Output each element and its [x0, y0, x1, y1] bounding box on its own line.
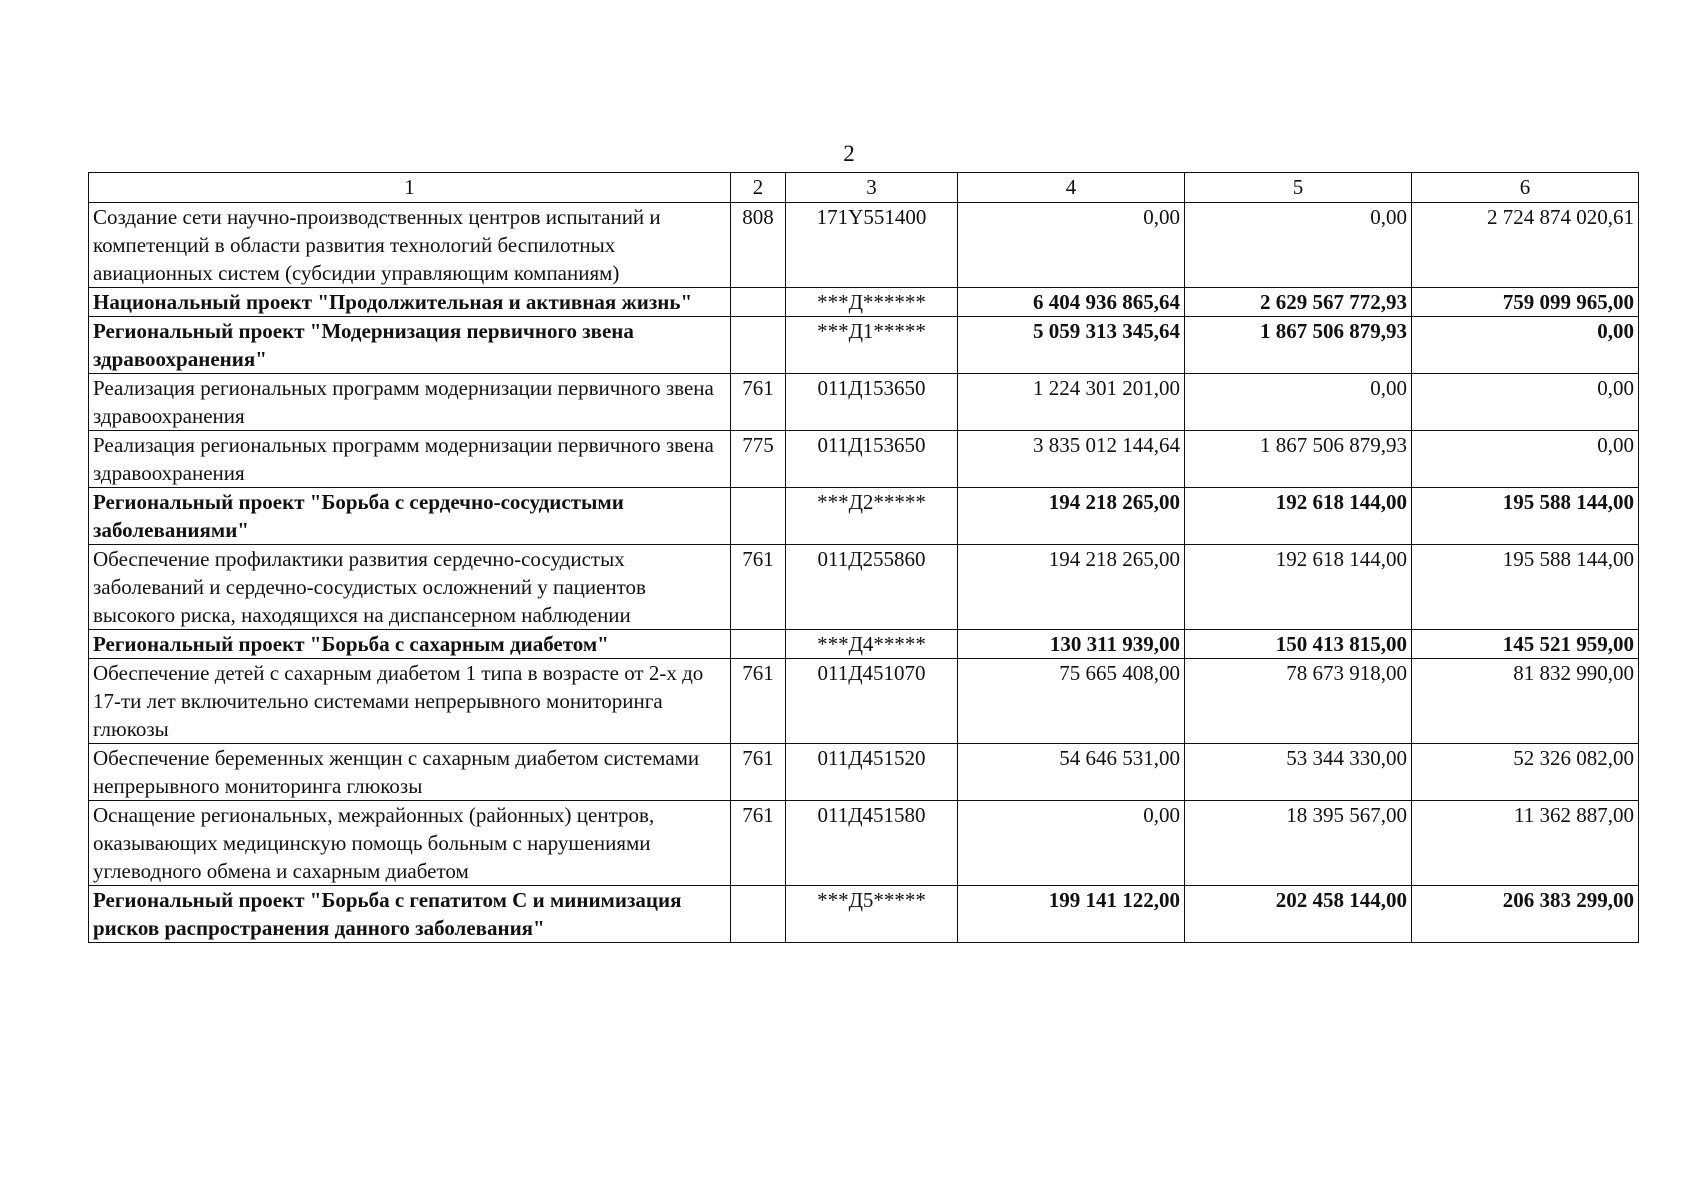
row-code: ***Д1***** — [786, 317, 958, 374]
row-code: 011Д153650 — [786, 374, 958, 431]
row-code: ***Д****** — [786, 288, 958, 317]
row-name: Обеспечение детей с сахарным диабетом 1 типа в возрасте от 2-х до 17-ти лет включительно системами непрерывного мониторинга глюкозы — [89, 659, 731, 744]
row-value-5: 192 618 144,00 — [1185, 545, 1412, 630]
row-grbs: 761 — [731, 744, 786, 801]
row-value-5: 202 458 144,00 — [1185, 886, 1412, 943]
row-value-6: 0,00 — [1412, 374, 1639, 431]
row-value-4: 0,00 — [958, 801, 1185, 886]
row-value-5: 18 395 567,00 — [1185, 801, 1412, 886]
row-code: 011Д451520 — [786, 744, 958, 801]
row-value-5: 53 344 330,00 — [1185, 744, 1412, 801]
row-value-6: 2 724 874 020,61 — [1412, 203, 1639, 288]
row-value-5: 78 673 918,00 — [1185, 659, 1412, 744]
row-code: ***Д5***** — [786, 886, 958, 943]
table-row — [89, 630, 1639, 659]
row-grbs — [731, 886, 786, 943]
row-value-6: 195 588 144,00 — [1412, 545, 1639, 630]
table-row — [89, 288, 1639, 317]
row-value-4: 130 311 939,00 — [958, 630, 1185, 659]
row-grbs: 761 — [731, 545, 786, 630]
row-code: ***Д2***** — [786, 488, 958, 545]
row-grbs: 761 — [731, 801, 786, 886]
row-code: 011Д153650 — [786, 431, 958, 488]
header-cell: 6 — [1412, 173, 1639, 203]
header-cell: 5 — [1185, 173, 1412, 203]
row-value-4: 1 224 301 201,00 — [958, 374, 1185, 431]
table-row — [89, 317, 1639, 374]
row-value-5: 0,00 — [1185, 203, 1412, 288]
row-name: Обеспечение беременных женщин с сахарным диабетом системами непрерывного мониторинга глюкозы — [89, 744, 731, 801]
row-code: 011Д451580 — [786, 801, 958, 886]
row-name: Национальный проект "Продолжительная и активная жизнь" — [89, 288, 731, 317]
row-value-4: 0,00 — [958, 203, 1185, 288]
row-name: Реализация региональных программ модернизации первичного звена здравоохранения — [89, 431, 731, 488]
row-value-4: 194 218 265,00 — [958, 488, 1185, 545]
row-value-5: 1 867 506 879,93 — [1185, 431, 1412, 488]
header-cell: 1 — [89, 173, 731, 203]
row-value-6: 145 521 959,00 — [1412, 630, 1639, 659]
row-value-5: 2 629 567 772,93 — [1185, 288, 1412, 317]
row-value-5: 192 618 144,00 — [1185, 488, 1412, 545]
row-value-6: 81 832 990,00 — [1412, 659, 1639, 744]
table-row — [89, 545, 1639, 630]
row-value-6: 0,00 — [1412, 431, 1639, 488]
row-value-6: 52 326 082,00 — [1412, 744, 1639, 801]
row-name: Оснащение региональных, межрайонных (районных) центров, оказывающих медицинскую помощь больным с нарушениями углеводного обмена и сахарным диабетом — [89, 801, 731, 886]
header-row — [89, 173, 1639, 203]
header-cell: 3 — [786, 173, 958, 203]
table-row — [89, 744, 1639, 801]
row-value-4: 6 404 936 865,64 — [958, 288, 1185, 317]
row-grbs — [731, 630, 786, 659]
row-value-4: 5 059 313 345,64 — [958, 317, 1185, 374]
row-code: 011Д255860 — [786, 545, 958, 630]
row-grbs: 761 — [731, 659, 786, 744]
row-grbs — [731, 317, 786, 374]
row-name: Создание сети научно-производственных центров испытаний и компетенций в области развития технологий беспилотных авиационных систем (субсидии управляющим компаниям) — [89, 203, 731, 288]
row-name: Региональный проект "Борьба с гепатитом С и минимизация рисков распространения данного заболевания" — [89, 886, 731, 943]
row-name: Региональный проект "Борьба с сахарным диабетом" — [89, 630, 731, 659]
row-grbs — [731, 288, 786, 317]
row-name: Реализация региональных программ модернизации первичного звена здравоохранения — [89, 374, 731, 431]
row-value-5: 0,00 — [1185, 374, 1412, 431]
row-value-4: 54 646 531,00 — [958, 744, 1185, 801]
row-grbs: 761 — [731, 374, 786, 431]
row-value-4: 3 835 012 144,64 — [958, 431, 1185, 488]
row-code: 171Y551400 — [786, 203, 958, 288]
row-value-6: 759 099 965,00 — [1412, 288, 1639, 317]
row-value-6: 206 383 299,00 — [1412, 886, 1639, 943]
table-row — [89, 659, 1639, 744]
table-row — [89, 801, 1639, 886]
row-value-5: 1 867 506 879,93 — [1185, 317, 1412, 374]
row-grbs — [731, 488, 786, 545]
page-number: 2 — [843, 141, 855, 166]
table-row — [89, 886, 1639, 943]
row-value-4: 194 218 265,00 — [958, 545, 1185, 630]
row-grbs: 808 — [731, 203, 786, 288]
table-row — [89, 203, 1639, 288]
header-cell: 2 — [731, 173, 786, 203]
table-row — [89, 488, 1639, 545]
budget-table — [88, 172, 1639, 943]
row-code: ***Д4***** — [786, 630, 958, 659]
row-name: Региональный проект "Модернизация первичного звена здравоохранения" — [89, 317, 731, 374]
row-code: 011Д451070 — [786, 659, 958, 744]
row-value-6: 0,00 — [1412, 317, 1639, 374]
header-cell: 4 — [958, 173, 1185, 203]
row-value-6: 11 362 887,00 — [1412, 801, 1639, 886]
row-value-4: 75 665 408,00 — [958, 659, 1185, 744]
row-value-4: 199 141 122,00 — [958, 886, 1185, 943]
table-row — [89, 374, 1639, 431]
table-row — [89, 431, 1639, 488]
row-name: Обеспечение профилактики развития сердечно-сосудистых заболеваний и сердечно-сосудистых осложнений у пациентов высокого риска, находящихся на диспансерном наблюдении — [89, 545, 731, 630]
row-value-5: 150 413 815,00 — [1185, 630, 1412, 659]
row-value-6: 195 588 144,00 — [1412, 488, 1639, 545]
row-grbs: 775 — [731, 431, 786, 488]
row-name: Региональный проект "Борьба с сердечно-сосудистыми заболеваниями" — [89, 488, 731, 545]
